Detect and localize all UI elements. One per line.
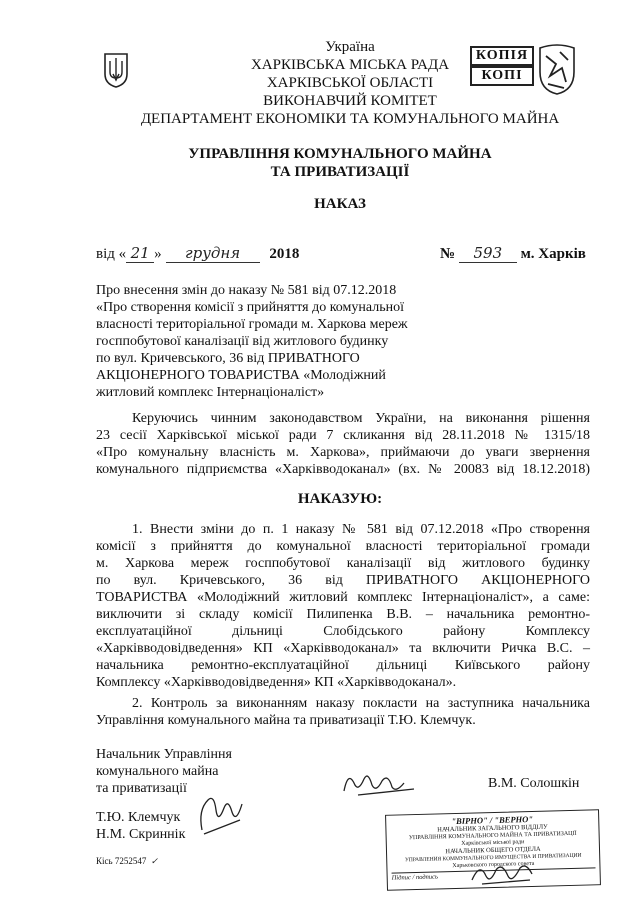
- subject-line: Про внесення змін до наказу № 581 від 07.12.2018: [96, 283, 397, 298]
- office-line-1: УПРАВЛІННЯ КОМУНАЛЬНОГО МАЙНА: [188, 146, 492, 162]
- item-line: комісії з прийняття до комунальної власності територіальної громади: [96, 539, 590, 554]
- date-line: [96, 244, 326, 264]
- item-line: виключити зі складу комісії Пилипенка В.В. – начальника ремонтно-: [96, 607, 590, 622]
- country: Україна: [325, 39, 375, 55]
- copy-stamp: [470, 42, 580, 98]
- preamble: [96, 410, 590, 478]
- doc-type: НАКАЗ: [314, 196, 366, 212]
- item-line: 1. Внести зміни до п. 1 наказу № 581 від 07.12.2018 «Про створення: [132, 522, 590, 537]
- footer-note: [96, 856, 206, 868]
- copy-stamp-text-1: КОПІЯ: [470, 46, 534, 66]
- stamp-sign-label: Підпис / подпись: [392, 867, 596, 882]
- item-line: начальника ремонтно-експлуатаційної дільниці Київського району: [96, 658, 590, 673]
- order-item-1: [96, 521, 590, 691]
- date-year: 2018: [269, 246, 300, 262]
- head-signature-icon: [338, 765, 418, 799]
- order-item-2: [96, 695, 590, 729]
- item-line: «Харківводовідведення» КП «Харківводоканал» та включити Ричка В.С. –: [96, 641, 590, 656]
- item-line: м. Харкова мереж госппобутової каналізації від житлового будинку: [96, 556, 590, 571]
- footer-initials: ✓: [150, 857, 159, 867]
- stamp-line: НАЧАЛЬНИК ЗАГАЛЬНОГО ВІДДІЛУ: [437, 823, 548, 834]
- copy-stamp-text-2: КОПІ: [470, 66, 534, 86]
- subject-block: [96, 282, 436, 401]
- date-mid: »: [154, 246, 162, 262]
- item-line: по вул. Кричевського, 36 від ПРИВАТНОГО АКЦІОНЕРНОГО: [96, 573, 590, 588]
- item-line: Управління комунального майна та приватизації Т.Ю. Клемчук.: [96, 713, 476, 728]
- number-value: 593: [459, 244, 517, 263]
- stamp-emblem-icon: [536, 42, 578, 96]
- approval-name: Т.Ю. Клемчук: [96, 810, 181, 825]
- stamp-signature-icon: [468, 858, 538, 888]
- item-line: 2. Контроль за виконанням наказу покласти на заступника начальника: [132, 696, 590, 711]
- date-day: 21: [126, 244, 154, 263]
- stamp-line: УПРАВЛЕНИЯ КОММУНАЛЬНОГО ИМУЩЕСТВА И ПРИВАТИЗАЦИИ: [404, 852, 582, 864]
- approval-signature-icon: [194, 790, 250, 840]
- footer-note-text: Кісь 7252547: [96, 856, 147, 866]
- subject-line: АКЦІОНЕРНОГО ТОВАРИСТВА «Молодіжний: [96, 368, 386, 383]
- region: ХАРКІВСЬКОЇ ОБЛАСТІ: [266, 75, 434, 91]
- subject-line: власності територіальної громади м. Харкова мереж: [96, 317, 408, 332]
- number-label: №: [440, 246, 456, 262]
- item-line: Комплексу «Харківводовідведення» КП «Харківводоканал».: [96, 675, 457, 690]
- committee: ВИКОНАВЧИЙ КОМІТЕТ: [263, 93, 437, 109]
- order-heading: НАКАЗУЮ:: [297, 491, 383, 507]
- date-month: грудня: [166, 244, 260, 263]
- number-line: [440, 244, 590, 264]
- subject-line: житловий комплекс Інтернаціоналіст»: [96, 385, 325, 400]
- preamble-line: комунального підприємства «Харківводоканал» (вх. № 20083 від 18.12.2018): [96, 462, 590, 477]
- signatory-title-line: Начальник Управління: [96, 747, 232, 762]
- item-line: ТОВАРИСТВА «Молодіжний житловий комплекс Інтернаціоналіст», а саме:: [96, 590, 590, 605]
- coat-of-arms-icon: [103, 52, 129, 88]
- department: ДЕПАРТАМЕНТ ЕКОНОМІКИ ТА КОМУНАЛЬНОГО МАЙНА: [140, 111, 560, 127]
- stamp-line: Харьковского городского совета: [452, 860, 535, 870]
- preamble-line: «Про комунальну власність м. Харкова», приймаючи до уваги звернення: [96, 445, 590, 460]
- council: ХАРКІВСЬКА МІСЬКА РАДА: [250, 57, 450, 73]
- stamp-line: УПРАВЛІННЯ КОМУНАЛЬНОГО МАЙНА ТА ПРИВАТИЗАЦІЇ: [408, 830, 577, 842]
- approval-name: Н.М. Скриннік: [96, 827, 186, 842]
- subject-line: «Про створення комісії з прийняття до комунальної: [96, 300, 404, 315]
- signatory-name: В.М. Солошкін: [488, 776, 580, 791]
- stamp-line: Харківської міської ради: [461, 839, 525, 847]
- signatory-title-line: та приватизації: [96, 781, 187, 796]
- stamp-line: НАЧАЛЬНИК ОБЩЕГО ОТДЕЛА: [445, 845, 541, 856]
- preamble-line: Керуючись чинним законодавством України, на виконання рішення: [132, 411, 590, 426]
- subject-line: по вул. Кричевського, 36 від ПРИВАТНОГО: [96, 351, 360, 366]
- number-place: м. Харків: [520, 246, 586, 262]
- item-line: експлуатаційної дільниці Слобідського району Комплексу: [96, 624, 590, 639]
- preamble-line: 23 сесії Харківської міської ради 7 скликання від 28.11.2018 № 1315/18: [96, 428, 590, 443]
- date-prefix: від «: [96, 246, 127, 262]
- signatory-title-line: комунального майна: [96, 764, 219, 779]
- office-line-2: ТА ПРИВАТИЗАЦІЇ: [270, 164, 410, 180]
- subject-line: госппобутової каналізації від житлового будинку: [96, 334, 389, 349]
- stamp-title: "ВІРНО" / "ВЕРНО": [451, 813, 534, 827]
